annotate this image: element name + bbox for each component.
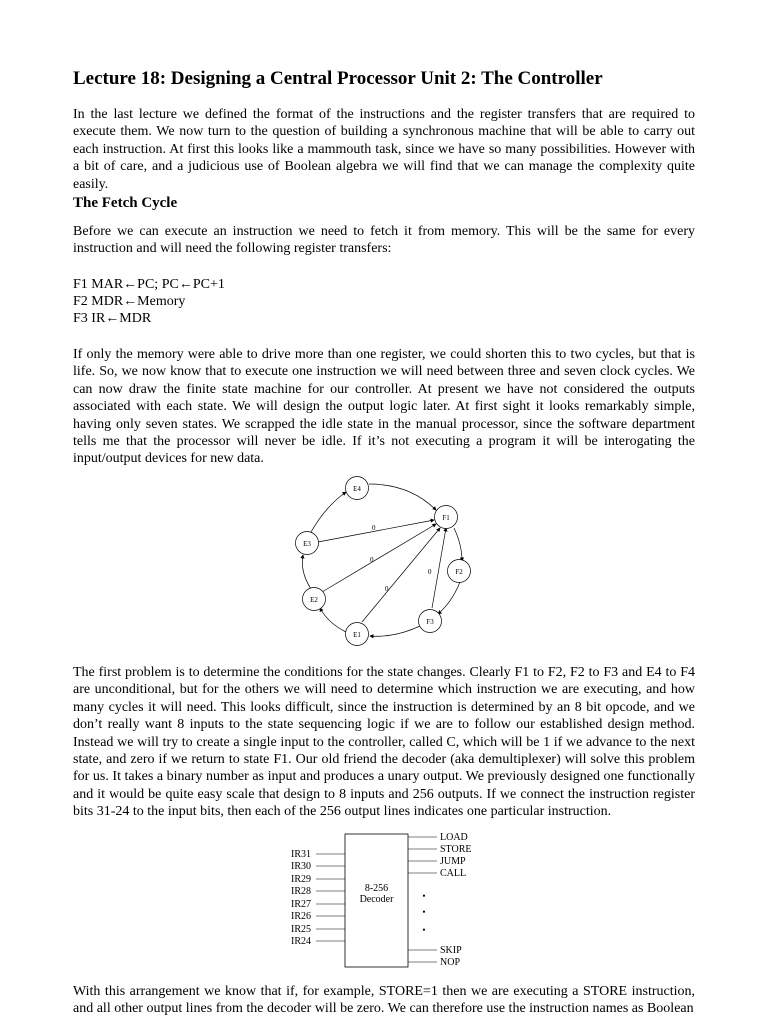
state-f3 (419, 610, 442, 633)
decoder-inputs (291, 849, 345, 947)
fetch-paragraph: Before we can execute an instruction we need to fetch it from memory. This will be the same for every instruction and will need the following register transfers: (73, 224, 695, 257)
edge-label-e2: 0 (370, 556, 374, 564)
edge-e3-e4 (311, 492, 346, 532)
input-label: IR26 (291, 911, 311, 922)
state-e3 (296, 532, 319, 555)
output-label: SKIP (440, 945, 462, 956)
edge-label-e1: 0 (385, 585, 389, 593)
svg-text:E2: E2 (310, 596, 318, 604)
transfer-line-f2: F2 MDR←Memory (73, 294, 186, 309)
edge-e2-f1 (322, 524, 436, 592)
svg-text:F1: F1 (442, 514, 450, 522)
state-count-paragraph: If only the memory were able to drive more than one register, we could shorten this to two cycles, but that is life. So, we now know that to execute one instruction we will need between three and seven clock cycles. We can now draw the finite state machine for our controller. At present we have not considered the outputs associated with each state. We will design the output logic later. At first sight it looks remarkably simple, having only seven states. We scrapped the idle state in the manual processor, since the software department tells me that the processor will never be idle. If it’s not executing a program it will be interogating the input/output devices for new data. (73, 347, 695, 467)
ellipsis-dot: • (422, 925, 426, 935)
state-f1 (435, 506, 458, 529)
input-label: IR25 (291, 924, 311, 935)
intro-paragraph: In the last lecture we defined the format of the instructions and the register transfers that are required to execute them. We now turn to the question of building a synchronous machine that will be able to carry out each instruction. At first this looks like a mammouth task, since we have so many possibilities. However with a bit of care, and a judicious use of Boolean algebra we will find that we can manage the complexity quite easily. (73, 107, 695, 192)
transfer-line-f1: F1 MAR←PC; PC←PC+1 (73, 277, 225, 292)
decoder-diagram (284, 830, 484, 972)
ellipsis-dot: • (422, 891, 426, 901)
state-change-paragraph: The first problem is to determine the conditions for the state changes. Clearly F1 to F2, F2 to F3 and E4 to F4 are unconditional, but for the others we will need to determine which instruction we are executing, and how many cycles it will need. This looks difficult, since the instruction is determined by an 8 bit opcode, and we don’t really want 8 inputs to the state sequencing logic if we are to follow our established design method. Instead we will try to create a single input to the controller, called C, which will be 1 if we advance to the next state, and zero if we return to state F1. Our old friend the decoder (aka demultiplexer) will solve this problem for us. It takes a binary number as input and produces a unary output. We previously designed one functionally and it would be quite easy scale that design to 8 inputs and 256 outputs. If we connect the instruction register bits 31-24 to the input bits, then each of the 256 output lines indicates one particular instruction. (73, 665, 695, 820)
edge-f3-f1 (432, 528, 446, 608)
edge-f2-f3 (438, 582, 460, 614)
svg-text:F3: F3 (426, 618, 434, 626)
edge-label-e3: 0 (372, 524, 376, 532)
state-f2 (448, 560, 471, 583)
fsm-diagram (290, 476, 480, 650)
input-label: IR27 (291, 899, 311, 910)
decoder-label-2: Decoder (359, 894, 394, 905)
edge-f1-f2 (454, 528, 462, 561)
edge-f3-e1 (370, 626, 420, 636)
svg-text:F2: F2 (455, 568, 463, 576)
edge-e1-e2 (320, 608, 346, 632)
closing-paragraph: With this arrangement we know that if, for example, STORE=1 then we are executing a STORE instruction, and all other output lines from the decoder will be zero. We can therefore use the instruction names as Boolean (73, 984, 695, 1017)
output-label: LOAD (440, 832, 468, 843)
output-label: STORE (440, 844, 472, 855)
page-title: Lecture 18: Designing a Central Processor Unit 2: The Controller (73, 68, 603, 89)
transfer-line-f3: F3 IR←MDR (73, 311, 152, 326)
edge-e4-f1 (369, 484, 436, 510)
decoder-outputs (408, 832, 472, 968)
edge-label-f3: 0 (428, 568, 432, 576)
state-e2 (303, 588, 326, 611)
svg-text:E3: E3 (303, 540, 311, 548)
ellipsis-dot: • (422, 907, 426, 917)
section-heading-fetch-cycle: The Fetch Cycle (73, 195, 178, 211)
edge-e2-e3 (302, 555, 311, 589)
svg-text:E4: E4 (353, 485, 361, 493)
input-label: IR24 (291, 936, 311, 947)
svg-text:E1: E1 (353, 631, 361, 639)
input-label: IR28 (291, 886, 311, 897)
state-e4 (346, 477, 369, 500)
input-label: IR29 (291, 874, 311, 885)
output-label: JUMP (440, 856, 466, 867)
input-label: IR31 (291, 849, 311, 860)
state-e1 (346, 623, 369, 646)
edge-e3-f1 (318, 520, 434, 542)
decoder-label-1: 8-256 (364, 883, 389, 894)
input-label: IR30 (291, 861, 311, 872)
output-label: CALL (440, 868, 467, 879)
output-label: NOP (440, 957, 461, 968)
